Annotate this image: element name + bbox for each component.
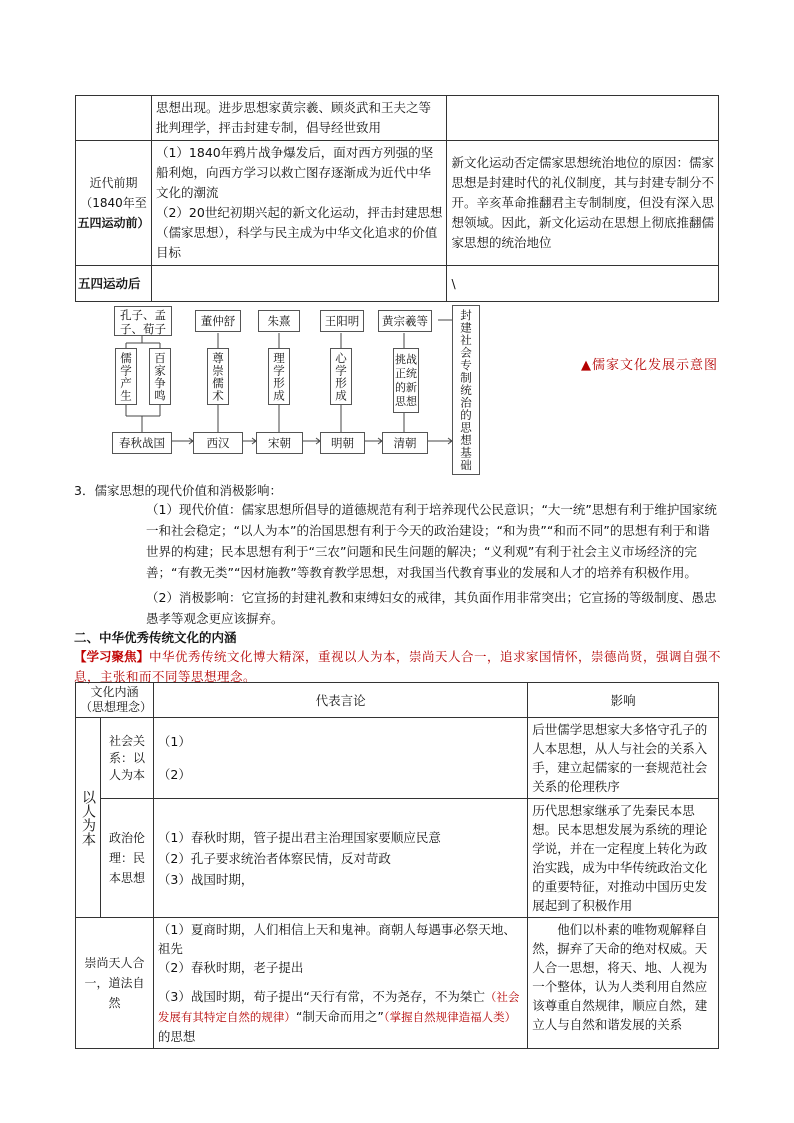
period-box-song: 宋朝 [256,432,303,454]
quote-item: （3）战国时期， [157,871,254,887]
event-box-mind-school: 心学形成 [330,348,352,405]
header-impact: 影响 [528,683,719,718]
person-box-huang-zongxi: 黄宗羲等 [378,310,432,332]
foundation-box: 封建社会专制统治的思想基础 [452,305,480,475]
quotes-cell [153,918,527,1049]
header-culture: 文化内涵（思想理念） [76,683,154,718]
quote-item: （1） [157,734,191,749]
person-box-zhu-xi: 朱熹 [258,310,300,332]
quote-xunzi-prefix: （3）战国时期，荀子提出“天行有常，不为尧存，不为桀亡 [157,989,485,1004]
modern-value-paragraph: （1）现代价值：儒家思想所倡导的道德规范有利于培养现代公民意识；“大一统”思想有利于维护国家统一和社会稳定；“以人为本”的治国思想有利于今天的政治建设；“和为贵”“和而不同”的思想有利于和谐世界的构建；民本思想有利于“三农”问题和民生问题的解决；“义利观”有利于社会主义市场经济的完善；“有教无类”“因材施教”等教育教学思想，对我国当代教育事业的发展和人才的培养有积极作用。 [146,502,717,580]
person-box-wang-yangming: 王阳明 [320,310,364,332]
quotes-cell [153,799,527,918]
content-cell: 思想出现。进步思想家黄宗羲、顾炎武和王夫之等批判理学，抨击封建专制，倡导经世致用 [151,96,446,141]
period-cell: 五四运动后 [76,266,152,302]
quotes-cell [153,718,527,799]
new-thought-label: 挑战正统的新思想 [395,353,417,408]
period-box-spring-autumn: 春秋战国 [112,432,172,454]
quote-item: （2）孔子要求统治者体察民情，反对苛政 [157,850,391,866]
learning-focus [74,647,722,687]
row-label-social: 社会关系：以人为本 [100,718,153,799]
quote-xunzi-note2: （掌握自然规律造福人类） [383,1010,517,1024]
period-box-ming: 明朝 [320,432,365,454]
header-quotes: 代表言论 [153,683,527,718]
period-line: 近代前期 [89,176,138,190]
event-box-hundred-schools: 百家争鸣 [149,348,171,405]
period-line: 五四运动前） [77,216,150,230]
person-box-dong-zhongshu: 董仲舒 [195,310,241,332]
row-label-nature: 崇尚天人合一，道法自然 [76,918,154,1049]
quote-item: （2）春秋时期，老子提出 [157,960,304,975]
culture-table [75,682,719,1049]
group-label: 以人为本 [79,789,96,846]
event-box-new-thought [393,348,419,413]
group-people-first [76,718,101,918]
learning-focus-text: 中华优秀传统文化博大精深，重视以人为本，崇尚天人合一，追求家国情怀，崇德尚贤，强调自强不息，主张和而不同等思想理念。 [74,649,722,684]
quote-xunzi-suffix: 的思想 [157,1029,196,1044]
event-box-confucianism-born: 儒学产生 [115,348,137,405]
impact-cell: 他们以朴素的唯物观解释自然，摒弃了天命的绝对权威。天人合一思想，将天、地、人视为一个整体，认为人类利用自然应该尊重自然规律，顺应自然，建立人与自然和谐发展的关系 [528,918,719,1049]
learning-focus-label: 【学习聚焦】 [74,649,150,664]
event-box-revere-confucian: 尊崇儒术 [207,348,229,405]
row-label-political: 政治伦理：民本思想 [100,799,153,918]
impact-cell: 后世儒学思想家大多恪守孔子的人本思想，从人与社会的关系入手，建立起儒家的一套规范社会关系的伦理秩序 [528,718,719,799]
negative-impact-paragraph: （2）消极影响：它宣扬的封建礼教和束缚妇女的戒律，其负面作用非常突出；它宣扬的等级制度、愚忠愚孝等观念更应该摒弃。 [146,590,717,626]
quote-item: （1）春秋时期，管子提出君主治理国家要顺应民意 [157,829,441,845]
content-item: （1）1840年鸦片战争爆发后，面对西方列强的坚船利炮，向西方学习以救亡图存逐渐成为近代中华文化的潮流 [155,145,434,200]
impact-cell: 历代思想家继承了先秦民本思想。民本思想发展为系统的理论学说，并在一定程度上转化为政治实践，成为中华传统政治文化的重要特征，对推动中国历史发展起到了积极作用 [528,799,719,918]
period-box-western-han: 西汉 [193,432,243,454]
period-box-qing: 清朝 [382,432,428,454]
quote-xunzi-mid: “制天命而用之” [295,1009,384,1024]
event-box-neo-confucianism: 理学形成 [268,348,290,405]
quote-item: （1）夏商时期，人们相信上天和鬼神。商朝人每遇事必祭天地、祖先 [157,922,516,956]
person-box-confucius: 孔子、孟子、荀子 [114,306,172,336]
note-cell: \ [447,266,719,302]
note-cell: 新文化运动否定儒家思想统治地位的原因：儒家思想是封建时代的礼仪制度，其与封建专制分不开。辛亥革命推翻君主专制制度，但没有深入思想领域。因此，新文化运动在思想上彻底推翻儒家思想的统治地位 [447,141,719,266]
quote-item: （2） [157,767,191,782]
quote-xunzi-note1: （社会发展有其特定自然的规律） [157,990,520,1024]
period-line: （1840年至 [80,196,147,210]
quote-item-xunzi [158,987,523,1046]
section3-heading: 3．儒家思想的现代价值和消极影响： [74,483,282,498]
section2-heading: 二、中华优秀传统文化的内涵 [74,630,237,645]
confucian-development-diagram [0,0,794,480]
content-item: （2）20世纪初期兴起的新文化运动，抨击封建思想（儒家思想），科学与民主成为中华文化追求的价值目标 [155,205,443,260]
diagram-caption: ▲儒家文化发展示意图 [581,358,718,373]
